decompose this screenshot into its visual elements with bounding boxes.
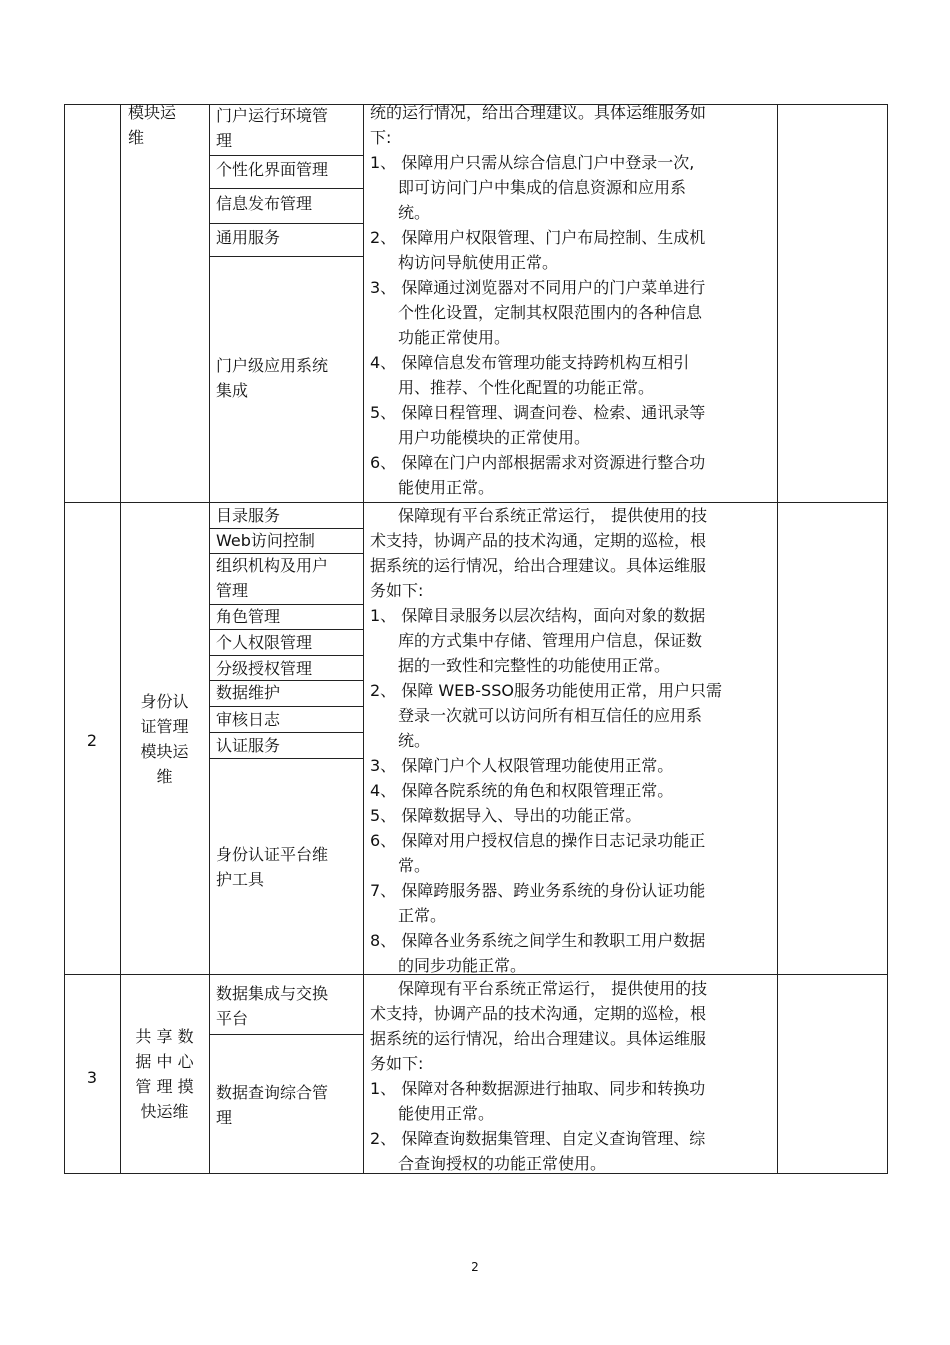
description-line: 1、 保障对各种数据源进行抽取、同步和转换功: [370, 1079, 706, 1098]
description-line: 用、推荐、个性化配置的功能正常。: [398, 378, 655, 397]
description-line: 常。: [398, 856, 431, 875]
description-line: 统。: [398, 203, 431, 222]
description-line: 构访问导航使用正常。: [398, 253, 559, 272]
module-name-line: 证管理: [140, 717, 189, 736]
description-line: 保障现有平台系统正常运行， 提供使用的技: [398, 506, 708, 525]
description-line: 用户功能模块的正常使用。: [398, 428, 591, 447]
service-item-label: 通用服务: [216, 228, 281, 247]
description-line: 能使用正常。: [398, 1104, 495, 1123]
module-name-line: 共 享 数: [135, 1027, 194, 1046]
description-line: 下:: [370, 128, 392, 147]
description-line: 务如下:: [370, 581, 424, 600]
description-line: 个性化设置，定制其权限范围内的各种信息: [398, 303, 703, 322]
module-name-line: 维: [156, 767, 173, 786]
row-number: 3: [86, 1068, 98, 1087]
service-item-label: 数据维护: [216, 683, 281, 702]
description-line: 2、 保障用户权限管理、门户布局控制、生成机: [370, 228, 706, 247]
module-name-line: 模块运: [140, 742, 189, 761]
service-item-label: 数据集成与交换: [216, 984, 329, 1003]
service-item-label: 管理: [216, 581, 249, 600]
module-name-line: 模块运: [128, 103, 177, 122]
service-item-label: 理: [216, 1108, 233, 1127]
description-line: 6、 保障在门户内部根据需求对资源进行整合功: [370, 453, 706, 472]
column-border: [120, 104, 121, 1173]
module-name-line: 维: [128, 128, 145, 147]
description-line: 6、 保障对用户授权信息的操作日志记录功能正: [370, 831, 706, 850]
description-line: 正常。: [398, 906, 447, 925]
description-line: 功能正常使用。: [398, 328, 511, 347]
description-line: 术支持，协调产品的技术沟通，定期的巡检，根: [370, 531, 707, 550]
service-item-label: Web访问控制: [216, 531, 315, 550]
description-line: 2、 保障 WEB-SSO服务功能使用正常，用户只需: [370, 681, 722, 700]
column-border: [64, 104, 65, 1173]
description-line: 统。: [398, 731, 431, 750]
module-name-line: 管 理 摸: [135, 1077, 194, 1096]
item-separator: [209, 256, 363, 257]
description-line: 登录一次就可以访问所有相互信任的应用系: [398, 706, 703, 725]
description-line: 能使用正常。: [398, 478, 495, 497]
service-item-label: 分级授权管理: [216, 659, 313, 678]
description-line: 术支持，协调产品的技术沟通，定期的巡检，根: [370, 1004, 707, 1023]
service-item-label: 信息发布管理: [216, 194, 313, 213]
service-item-label: 认证服务: [216, 736, 281, 755]
service-item-label: 护工具: [216, 870, 265, 889]
description-line: 务如下:: [370, 1054, 424, 1073]
module-name-line: 据 中 心: [135, 1052, 194, 1071]
service-item-label: 组织机构及用户: [216, 556, 329, 575]
description-line: 3、 保障通过浏览器对不同用户的门户菜单进行: [370, 278, 706, 297]
item-separator: [209, 188, 363, 189]
description-line: 7、 保障跨服务器、跨业务系统的身份认证功能: [370, 881, 706, 900]
description-line: 统的运行情况，给出合理建议。具体运维服务如: [370, 103, 707, 122]
column-border: [777, 104, 778, 1173]
item-separator: [209, 758, 363, 759]
description-line: 据的一致性和完整性的功能使用正常。: [398, 656, 671, 675]
service-item-label: 目录服务: [216, 506, 281, 525]
column-border: [209, 104, 210, 1173]
module-name-line: 身份认: [140, 692, 189, 711]
service-item-label: 门户运行环境管: [216, 106, 329, 125]
description-line: 4、 保障信息发布管理功能支持跨机构互相引: [370, 353, 690, 372]
row-number: 2: [86, 731, 98, 750]
service-item-label: 平台: [216, 1009, 249, 1028]
service-item-label: 集成: [216, 381, 249, 400]
description-line: 5、 保障数据导入、导出的功能正常。: [370, 806, 642, 825]
description-line: 8、 保障各业务系统之间学生和教职工用户数据: [370, 931, 706, 950]
service-item-label: 角色管理: [216, 607, 281, 626]
module-name-line: 快运维: [140, 1102, 189, 1121]
description-line: 4、 保障各院系统的角色和权限管理正常。: [370, 781, 674, 800]
description-line: 1、 保障目录服务以层次结构，面向对象的数据: [370, 606, 706, 625]
description-line: 库的方式集中存储、管理用户信息，保证数: [398, 631, 703, 650]
item-separator: [209, 223, 363, 224]
service-item-label: 理: [216, 131, 233, 150]
service-item-label: 门户级应用系统: [216, 356, 329, 375]
item-separator: [209, 155, 363, 156]
item-separator: [209, 1034, 363, 1035]
description-line: 1、 保障用户只需从综合信息门户中登录一次,: [370, 153, 695, 172]
service-item-label: 审核日志: [216, 710, 281, 729]
service-item-label: 个性化界面管理: [216, 160, 329, 179]
description-line: 保障现有平台系统正常运行， 提供使用的技: [398, 979, 708, 998]
page-number: 2: [471, 1260, 479, 1274]
column-border: [363, 104, 364, 1173]
column-border: [887, 104, 888, 1173]
service-item-label: 数据查询综合管: [216, 1083, 329, 1102]
service-item-label: 身份认证平台维: [216, 845, 329, 864]
description-line: 据系统的运行情况，给出合理建议。具体运维服: [370, 1029, 707, 1048]
description-line: 2、 保障查询数据集管理、自定义查询管理、综: [370, 1129, 706, 1148]
service-item-label: 个人权限管理: [216, 633, 313, 652]
description-line: 5、 保障日程管理、调查问卷、检索、通讯录等: [370, 403, 706, 422]
description-line: 据系统的运行情况，给出合理建议。具体运维服: [370, 556, 707, 575]
description-line: 3、 保障门户个人权限管理功能使用正常。: [370, 756, 674, 775]
description-line: 的同步功能正常。: [398, 956, 527, 975]
description-line: 即可访问门户中集成的信息资源和应用系: [398, 178, 687, 197]
description-line: 合查询授权的功能正常使用。: [398, 1154, 607, 1173]
